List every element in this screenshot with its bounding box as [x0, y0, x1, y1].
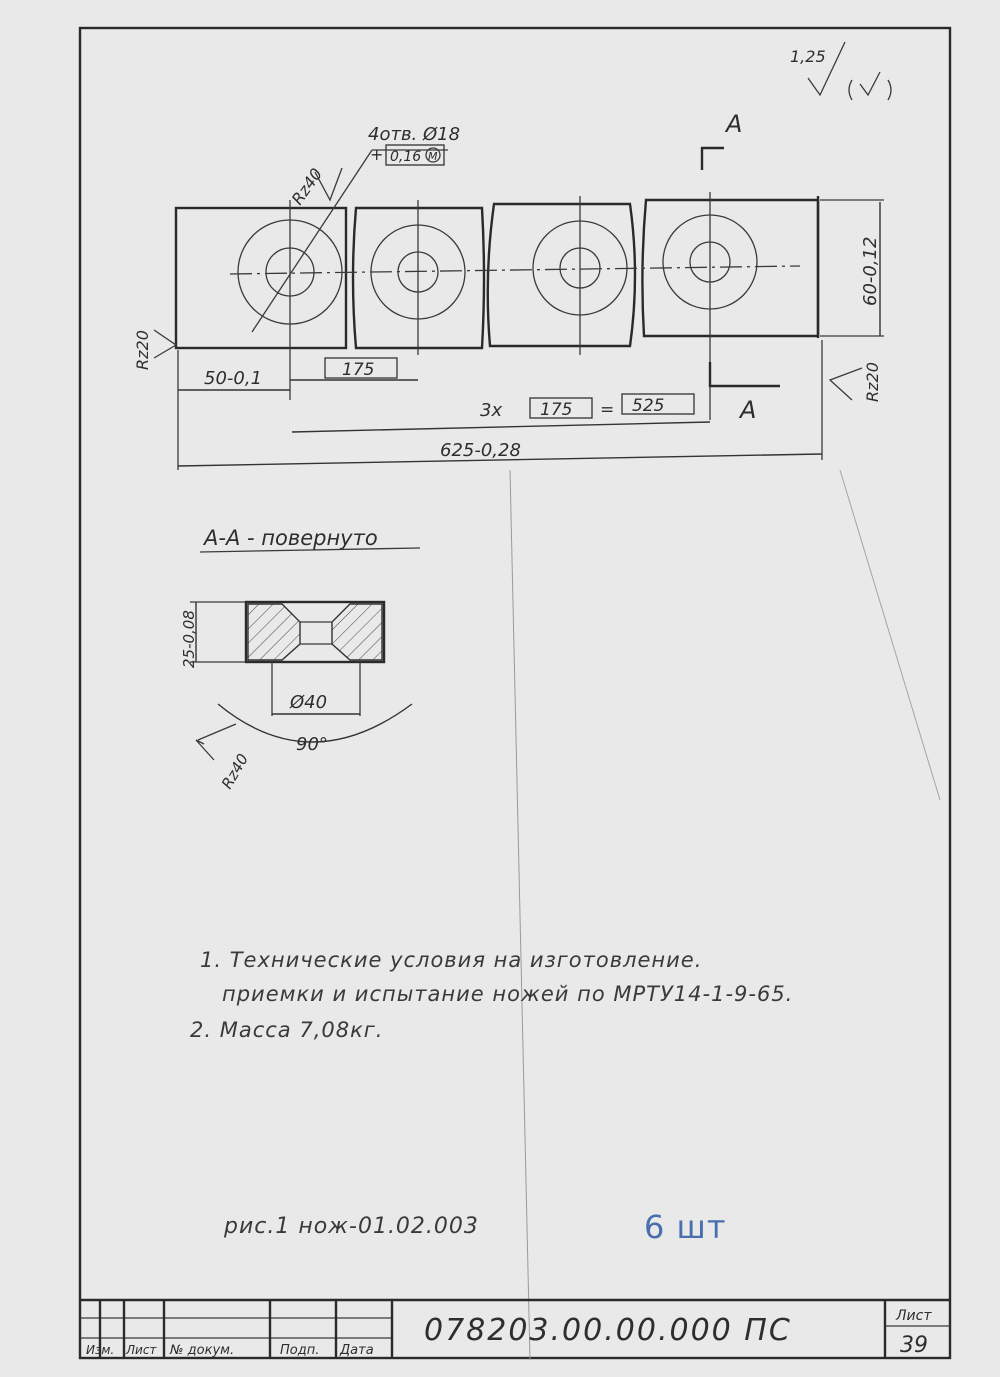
- roughness-symbol: [790, 42, 891, 100]
- sheet-number: 39: [900, 1333, 928, 1358]
- col-sign: Подп.: [280, 1343, 320, 1358]
- note-line-2: приемки и испытание ножей по МРТУ14-1-9-65.: [222, 982, 794, 1006]
- dim-diameter: Ø40: [290, 692, 328, 713]
- dim-pitch-equals: =: [600, 400, 615, 420]
- section-mark-top: A: [726, 110, 743, 138]
- dim-pitch: 175: [342, 360, 375, 380]
- dim-pitch-total-line: [292, 422, 710, 432]
- note-line-1: 1. Технические условия на изготовление.: [200, 948, 703, 972]
- dim-length: 625-0,28: [440, 440, 521, 461]
- roughness-right-label: Rz20: [863, 362, 882, 402]
- section-roughness: Rz40: [217, 750, 253, 792]
- dim-edge: 50-0,1: [204, 368, 263, 389]
- dim-pitch-multiplier: 3x: [480, 400, 503, 421]
- section-title: А-А - повернуто: [204, 526, 378, 550]
- dim-thickness: 25-0,08: [180, 610, 198, 668]
- note-line-3: 2. Масса 7,08кг.: [190, 1018, 384, 1042]
- dim-angle: 90°: [296, 734, 328, 755]
- quantity-handwritten: 6 шт: [644, 1208, 727, 1246]
- roughness-top-label: Rz40: [287, 164, 327, 209]
- tolerance-modifier: M: [428, 150, 438, 163]
- roughness-value: 1,25: [790, 47, 826, 66]
- dim-height: 60-0,12: [860, 236, 881, 306]
- position-tolerance-value: 0,16: [390, 149, 422, 165]
- roughness-left-label: Rz20: [133, 330, 152, 370]
- hole-callout: 4отв. Ø18: [368, 124, 461, 145]
- position-tolerance-symbol: +: [370, 145, 384, 164]
- sheet-label: Лист: [896, 1308, 932, 1324]
- scan-fold-line: [510, 470, 530, 1360]
- col-doc: № докум.: [170, 1343, 235, 1358]
- col-date: Дата: [340, 1343, 374, 1358]
- col-sheet: Лист: [126, 1343, 157, 1357]
- scan-fold-line-2: [840, 470, 940, 800]
- knife-plan-view: [133, 110, 884, 470]
- section-view: [180, 526, 420, 792]
- title-block: [80, 1300, 950, 1358]
- document-number: 078203.00.00.000 ПС: [424, 1313, 792, 1348]
- figure-caption: рис.1 нож-01.02.003: [224, 1214, 479, 1239]
- col-change: Изм.: [86, 1343, 115, 1357]
- dim-pitch-repeat: 175: [540, 400, 573, 420]
- dim-pitch-total: 525: [632, 396, 665, 416]
- section-mark-bottom: A: [740, 396, 757, 424]
- centerline-horizontal: [230, 266, 800, 274]
